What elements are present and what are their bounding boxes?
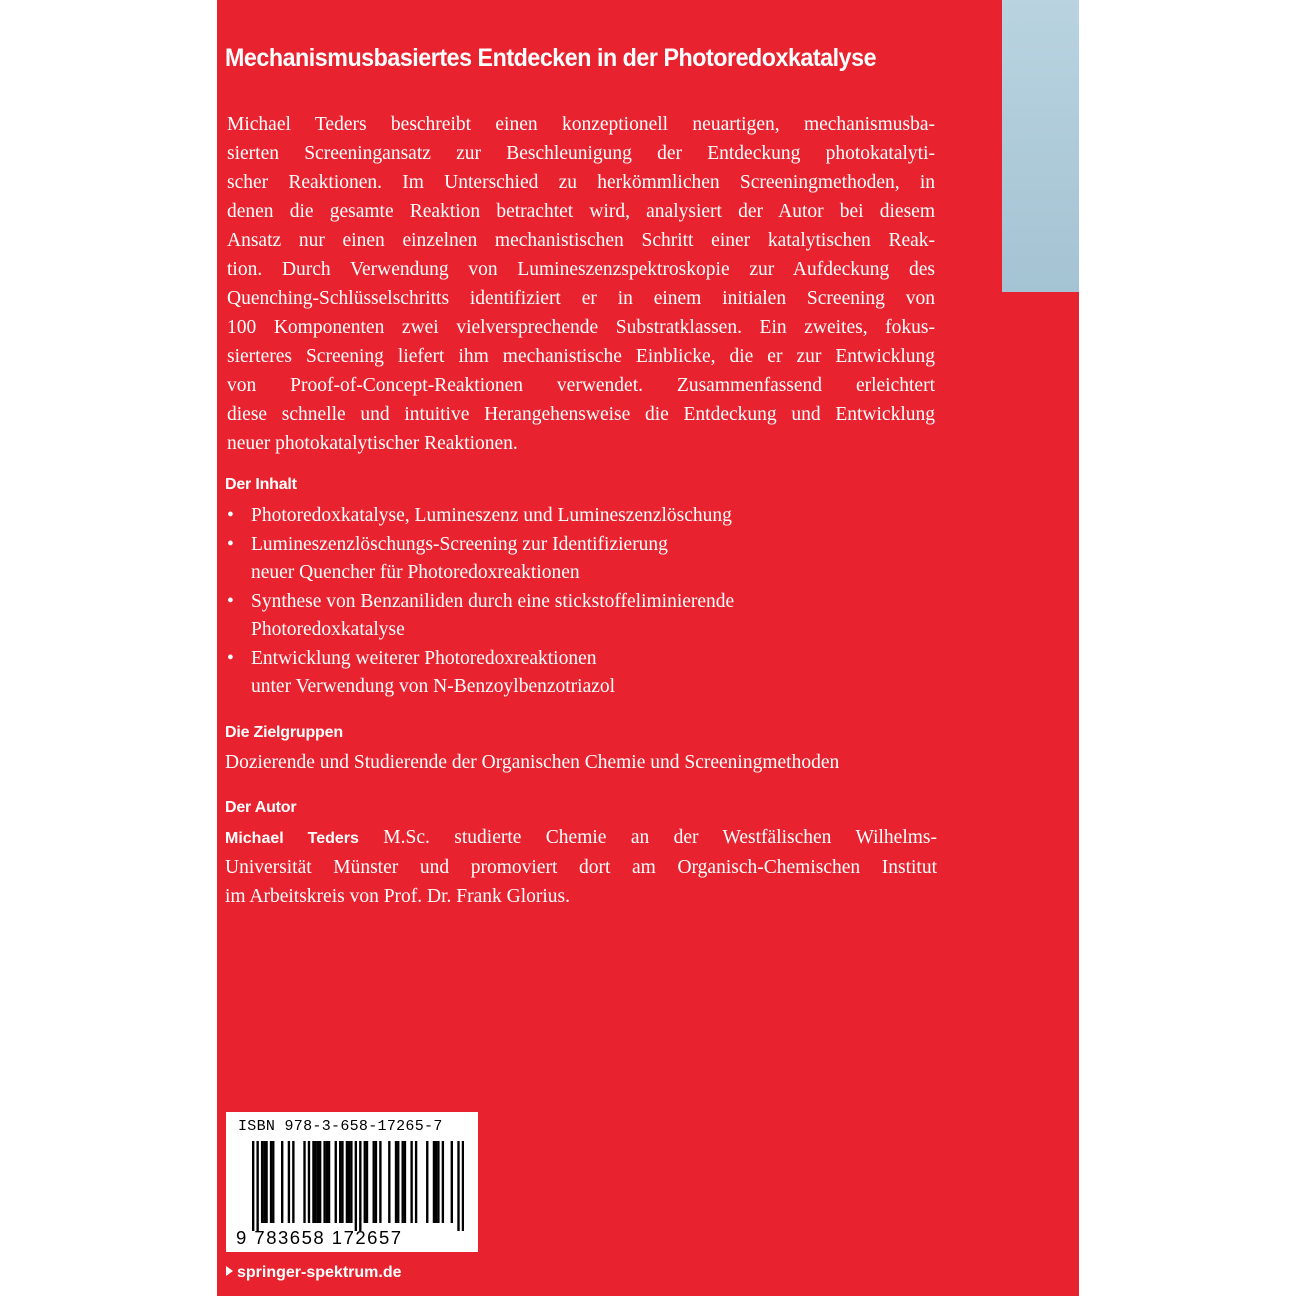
barcode-bar [388, 1141, 390, 1223]
list-item-text: Photoredoxkatalyse [251, 619, 405, 640]
list-item-text: neuer Quencher für Photoredoxreaktionen [251, 562, 580, 583]
barcode-bar [265, 1141, 267, 1223]
barcode-bar [379, 1141, 381, 1223]
barcode-bar [317, 1141, 319, 1223]
barcode-bar [328, 1141, 330, 1223]
barcode-bar [355, 1141, 357, 1231]
barcode-bar [395, 1141, 397, 1223]
barcode-bar [462, 1141, 464, 1231]
author-bio-line [225, 823, 937, 853]
barcode-bar [270, 1141, 272, 1223]
barcode-bar [256, 1141, 258, 1231]
barcode-digits: 9 783658 172657 [236, 1227, 403, 1248]
audience-text: Dozierende und Studierende der Organischen Chemie und Screeningmethoden [225, 752, 840, 773]
barcode-bar [373, 1141, 375, 1223]
barcode-bar [263, 1141, 265, 1223]
barcode-bar [312, 1141, 314, 1223]
list-item-text: unter Verwendung von N-Benzoylbenzotriazol [251, 676, 616, 697]
barcode-bar [426, 1141, 428, 1223]
description-line: diese schnelle und intuitive Herangehensweise die Entdeckung und Entwicklung [227, 404, 935, 425]
blue-spine-tab [1002, 0, 1079, 292]
barcode-bar [457, 1141, 459, 1231]
barcode-bar [261, 1141, 263, 1223]
list-item [225, 588, 945, 645]
author-heading: Der Autor [225, 799, 297, 816]
contents-list [225, 502, 945, 702]
list-item-text: Synthese von Benzaniliden durch eine stickstoffeliminierende [251, 590, 735, 612]
list-item [225, 645, 945, 702]
list-item-text: Entwicklung weiterer Photoredoxreaktionen [251, 647, 597, 669]
barcode-bar [375, 1141, 377, 1223]
book-title: Mechanismusbasiertes Entdecken in der Photoredoxkatalyse [225, 44, 877, 72]
barcode-bar [348, 1141, 350, 1223]
author-name: Michael Teders [225, 830, 359, 847]
description-line: sierten Screeningansatz zur Beschleunigung der Entdeckung photokatalyti- [227, 143, 935, 164]
description-line: sierteres Screening liefert ihm mechanistische Einblicke, die er zur Entwicklung [227, 346, 935, 367]
barcode-bar [346, 1141, 348, 1223]
barcode-bar [308, 1141, 310, 1223]
barcode-bar [303, 1141, 305, 1223]
barcode-bar [272, 1141, 274, 1223]
barcode-bar [335, 1141, 337, 1223]
description-line: scher Reaktionen. Im Unterschied zu herkömmlichen Screeningmethoden, in [227, 172, 935, 193]
bullet-icon: • [227, 533, 234, 555]
list-item [225, 502, 945, 531]
bullet-icon: • [227, 590, 234, 612]
isbn-label: ISBN 978-3-658-17265-7 [238, 1118, 443, 1135]
play-arrow-icon [226, 1266, 233, 1276]
description-line: tion. Durch Verwendung von Lumineszenzspektroskopie zur Aufdeckung des [227, 259, 935, 280]
author-bio-line: im Arbeitskreis von Prof. Dr. Frank Glorius. [225, 886, 571, 907]
bullet-icon: • [227, 647, 234, 669]
barcode-bar [437, 1141, 439, 1223]
description-line: Ansatz nur einen einzelnen mechanistischen Schritt einer katalytischen Reak- [227, 230, 935, 251]
audience-heading: Die Zielgruppen [225, 724, 343, 741]
barcode-bar [359, 1141, 361, 1231]
isbn-barcode-box [226, 1112, 478, 1252]
barcode-bar [451, 1141, 453, 1223]
barcode-bar [341, 1141, 343, 1223]
description-line: denen die gesamte Reaktion betrachtet wird, analysiert der Autor bei diesem [227, 201, 935, 222]
publisher-url[interactable] [226, 1264, 401, 1282]
barcode-bar [433, 1141, 435, 1223]
barcode-bar [326, 1141, 328, 1223]
publisher-url-text: springer-spektrum.de [237, 1264, 402, 1281]
list-item-text: Lumineszenzlöschungs-Screening zur Identifizierung [251, 533, 668, 555]
description-line: von Proof-of-Concept-Reaktionen verwendet. Zusammenfassend erleichtert [227, 375, 935, 396]
barcode-bar [252, 1141, 254, 1231]
description-line: neuer photokatalytischer Reaktionen. [227, 433, 518, 454]
barcode-bar [281, 1141, 283, 1223]
back-cover [217, 0, 1079, 1296]
description-line: 100 Komponenten zwei vielversprechende Substratklassen. Ein zweites, fokus- [227, 317, 935, 338]
barcode-bar [442, 1141, 444, 1223]
bullet-icon: • [227, 505, 234, 526]
contents-heading: Der Inhalt [225, 476, 297, 493]
barcode-bar [292, 1141, 294, 1223]
barcode-bar [339, 1141, 341, 1223]
barcode-bar [415, 1141, 417, 1223]
barcode-bar [288, 1141, 290, 1223]
barcode-bar [364, 1141, 366, 1223]
book-description [227, 110, 935, 458]
author-bio-text: M.Sc. studierte Chemie an der Westfälischen Wilhelms- [358, 827, 937, 848]
description-line: Michael Teders beschreibt einen konzeptionell neuartigen, mechanismusba- [227, 114, 935, 135]
barcode-bar [314, 1141, 316, 1223]
barcode-bar [350, 1141, 352, 1223]
list-item [225, 531, 945, 588]
list-item-text: Photoredoxkatalyse, Lumineszenz und Lumineszenzlöschung [251, 505, 732, 526]
barcode-bar [319, 1141, 321, 1223]
author-bio-line: Universität Münster und promoviert dort am Organisch-Chemischen Institut [225, 857, 937, 878]
barcode-bar [323, 1141, 325, 1223]
description-line: Quenching-Schlüsselschritts identifiziert er in einem initialen Screening von [227, 288, 935, 309]
barcode-bar [435, 1141, 437, 1223]
barcode-icon [252, 1141, 464, 1231]
barcode-bar [397, 1141, 399, 1223]
author-bio [225, 823, 937, 911]
barcode-bar [404, 1141, 406, 1223]
barcode-bar [402, 1141, 404, 1223]
barcode-bar [410, 1141, 412, 1223]
barcode-bar [366, 1141, 368, 1223]
